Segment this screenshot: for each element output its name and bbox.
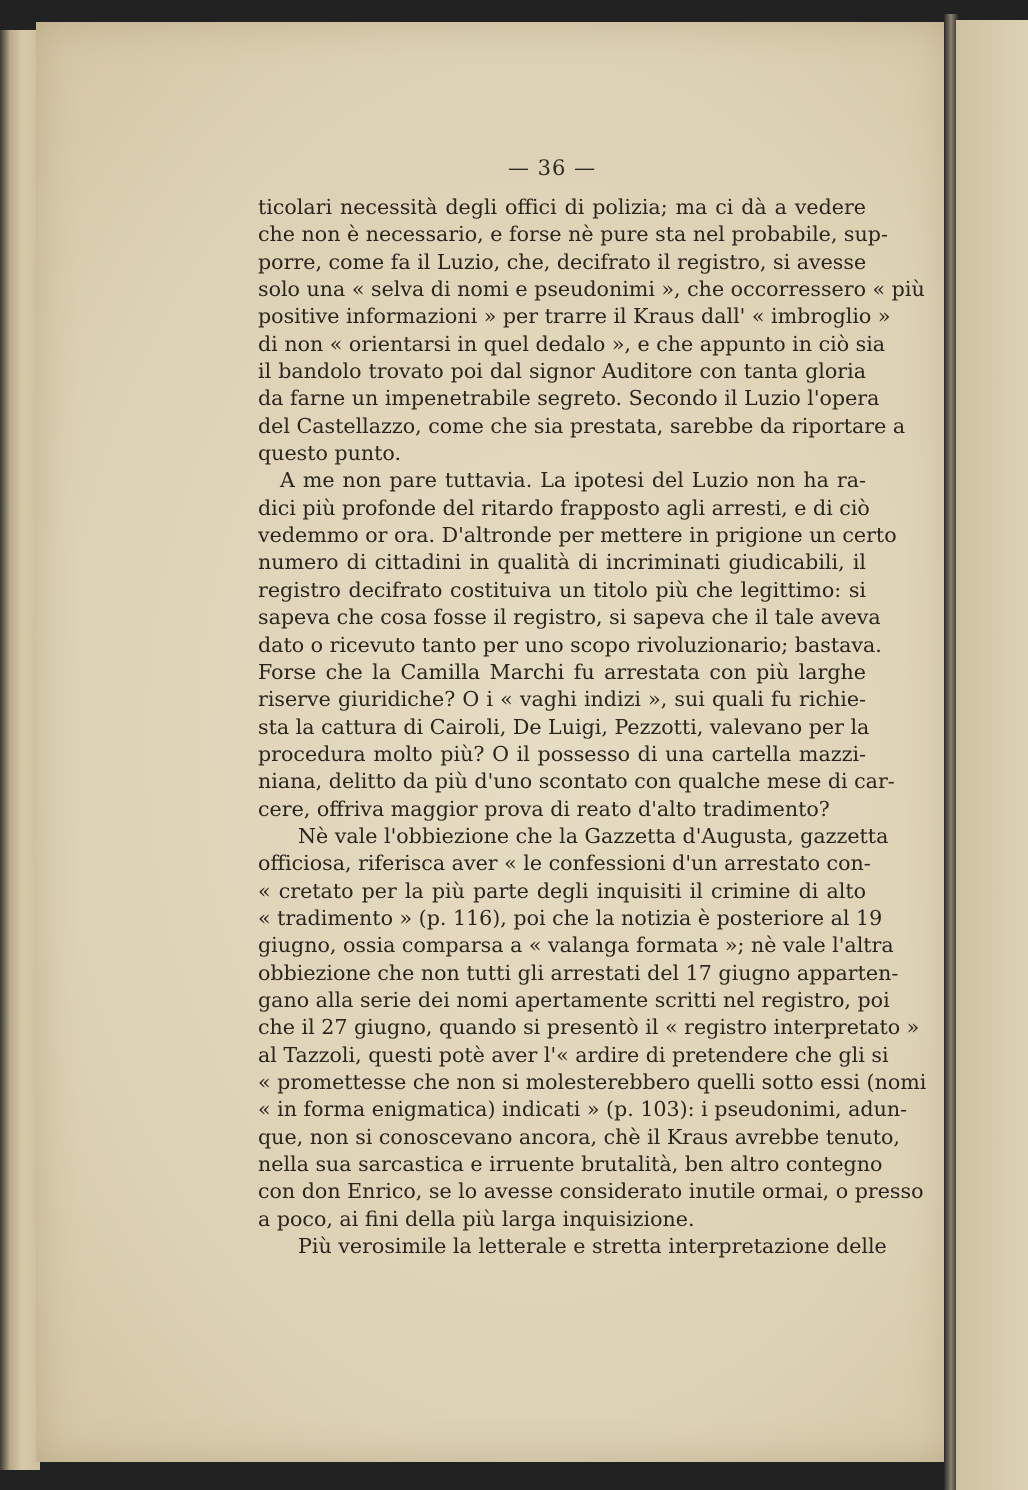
text-line: « tradimento » (p. 116), poi che la notizia è posteriore al 19 [258,905,883,930]
text-line: solo una « selva di nomi e pseudonimi », che occorressero « più [258,277,925,302]
text-line: niana, delitto da più d'uno scontato con qualche mese di car- [258,769,895,794]
text-line: cere, offriva maggior prova di reato d'alto tradimento? [258,796,830,821]
text-line: registro decifrato costituiva un titolo più che legittimo: si [258,577,866,602]
text-line: gano alla serie dei nomi apertamente scritti nel registro, poi [258,987,890,1012]
text-line: porre, come fa il Luzio, che, decifrato il registro, si avesse [258,249,867,274]
text-line: « promettesse che non si molesterebbero quelli sotto essi (nomi [258,1070,927,1094]
text-line: questo punto. [258,441,401,466]
text-line: sapeva che cosa fosse il registro, si sapeva che il tale aveva [258,605,881,630]
text-line: procedura molto più? O il possesso di una cartella mazzi- [258,741,866,766]
facing-page-edge [956,20,1028,1490]
text-line: Nè vale l'obbiezione che la Gazzetta d'Augusta, gazzetta [298,823,889,848]
text-line: con don Enrico, se lo avesse considerato inutile ormai, o presso [258,1179,924,1204]
text-line: vedemmo or ora. D'altronde per mettere in prigione un certo [258,523,897,548]
text-line: al Tazzoli, questi potè aver l'« ardire di pretendere che gli si [258,1042,889,1067]
text-line: obbiezione che non tutti gli arrestati del 17 giugno apparten- [258,960,899,985]
text-line: il bandolo trovato poi dal signor Auditore con tanta gloria [258,359,866,384]
text-line: Forse che la Camilla Marchi fu arrestata con più larghe [258,659,866,684]
text-line: officiosa, riferisca aver « le confessioni d'un arrestato con- [258,851,871,876]
text-line: « cretato per la più parte degli inquisiti il crimine di alto [258,878,866,903]
text-line: « in forma enigmatica) indicati » (p. 103): i pseudonimi, adun- [258,1097,908,1122]
text-line: giugno, ossia comparsa a « valanga formata »; nè vale l'altra [258,933,894,958]
body-text [258,194,927,1260]
text-line: dato o ricevuto tanto per uno scopo rivoluzionario; bastava. [258,632,882,657]
text-line: del Castellazzo, come che sia prestata, sarebbe da riportare a [258,413,906,438]
text-line: nella sua sarcastica e irruente brutalità, ben altro contegno [258,1152,883,1177]
text-line: dici più profonde del ritardo frapposto agli arresti, e di ciò [258,495,870,520]
text-line: che il 27 giugno, quando si presentò il « registro interpretato » [258,1015,920,1040]
text-line: a poco, ai fini della più larga inquisizione. [258,1206,695,1231]
text-line: ticolari necessità degli offici di polizia; ma ci dà a vedere [258,195,866,219]
text-line: che non è necessario, e forse nè pure sta nel probabile, sup- [258,222,888,247]
text-line: numero di cittadini in qualità di incriminati giudicabili, il [258,550,866,575]
text-line: riserve giuridiche? O i « vaghi indizi », sui quali fu richie- [258,687,866,712]
text-line: A me non pare tuttavia. La ipotesi del Luzio non ha ra- [280,468,866,493]
text-line: sta la cattura di Cairoli, De Luigi, Pezzotti, valevano per la [258,714,870,739]
text-line: da farne un impenetrabile segreto. Secondo il Luzio l'opera [258,386,880,411]
text-line: que, non si conoscevano ancora, chè il Kraus avrebbe tenuto, [258,1124,900,1149]
book-left-edge [0,30,40,1470]
page-number: — 36 — [508,156,597,180]
text-line: Più verosimile la letterale e stretta interpretazione delle [298,1234,887,1259]
text-line: di non « orientarsi in quel dedalo », e che appunto in ciò sia [258,331,886,356]
text-line: positive informazioni » per trarre il Kraus dall' « imbroglio » [258,304,891,329]
